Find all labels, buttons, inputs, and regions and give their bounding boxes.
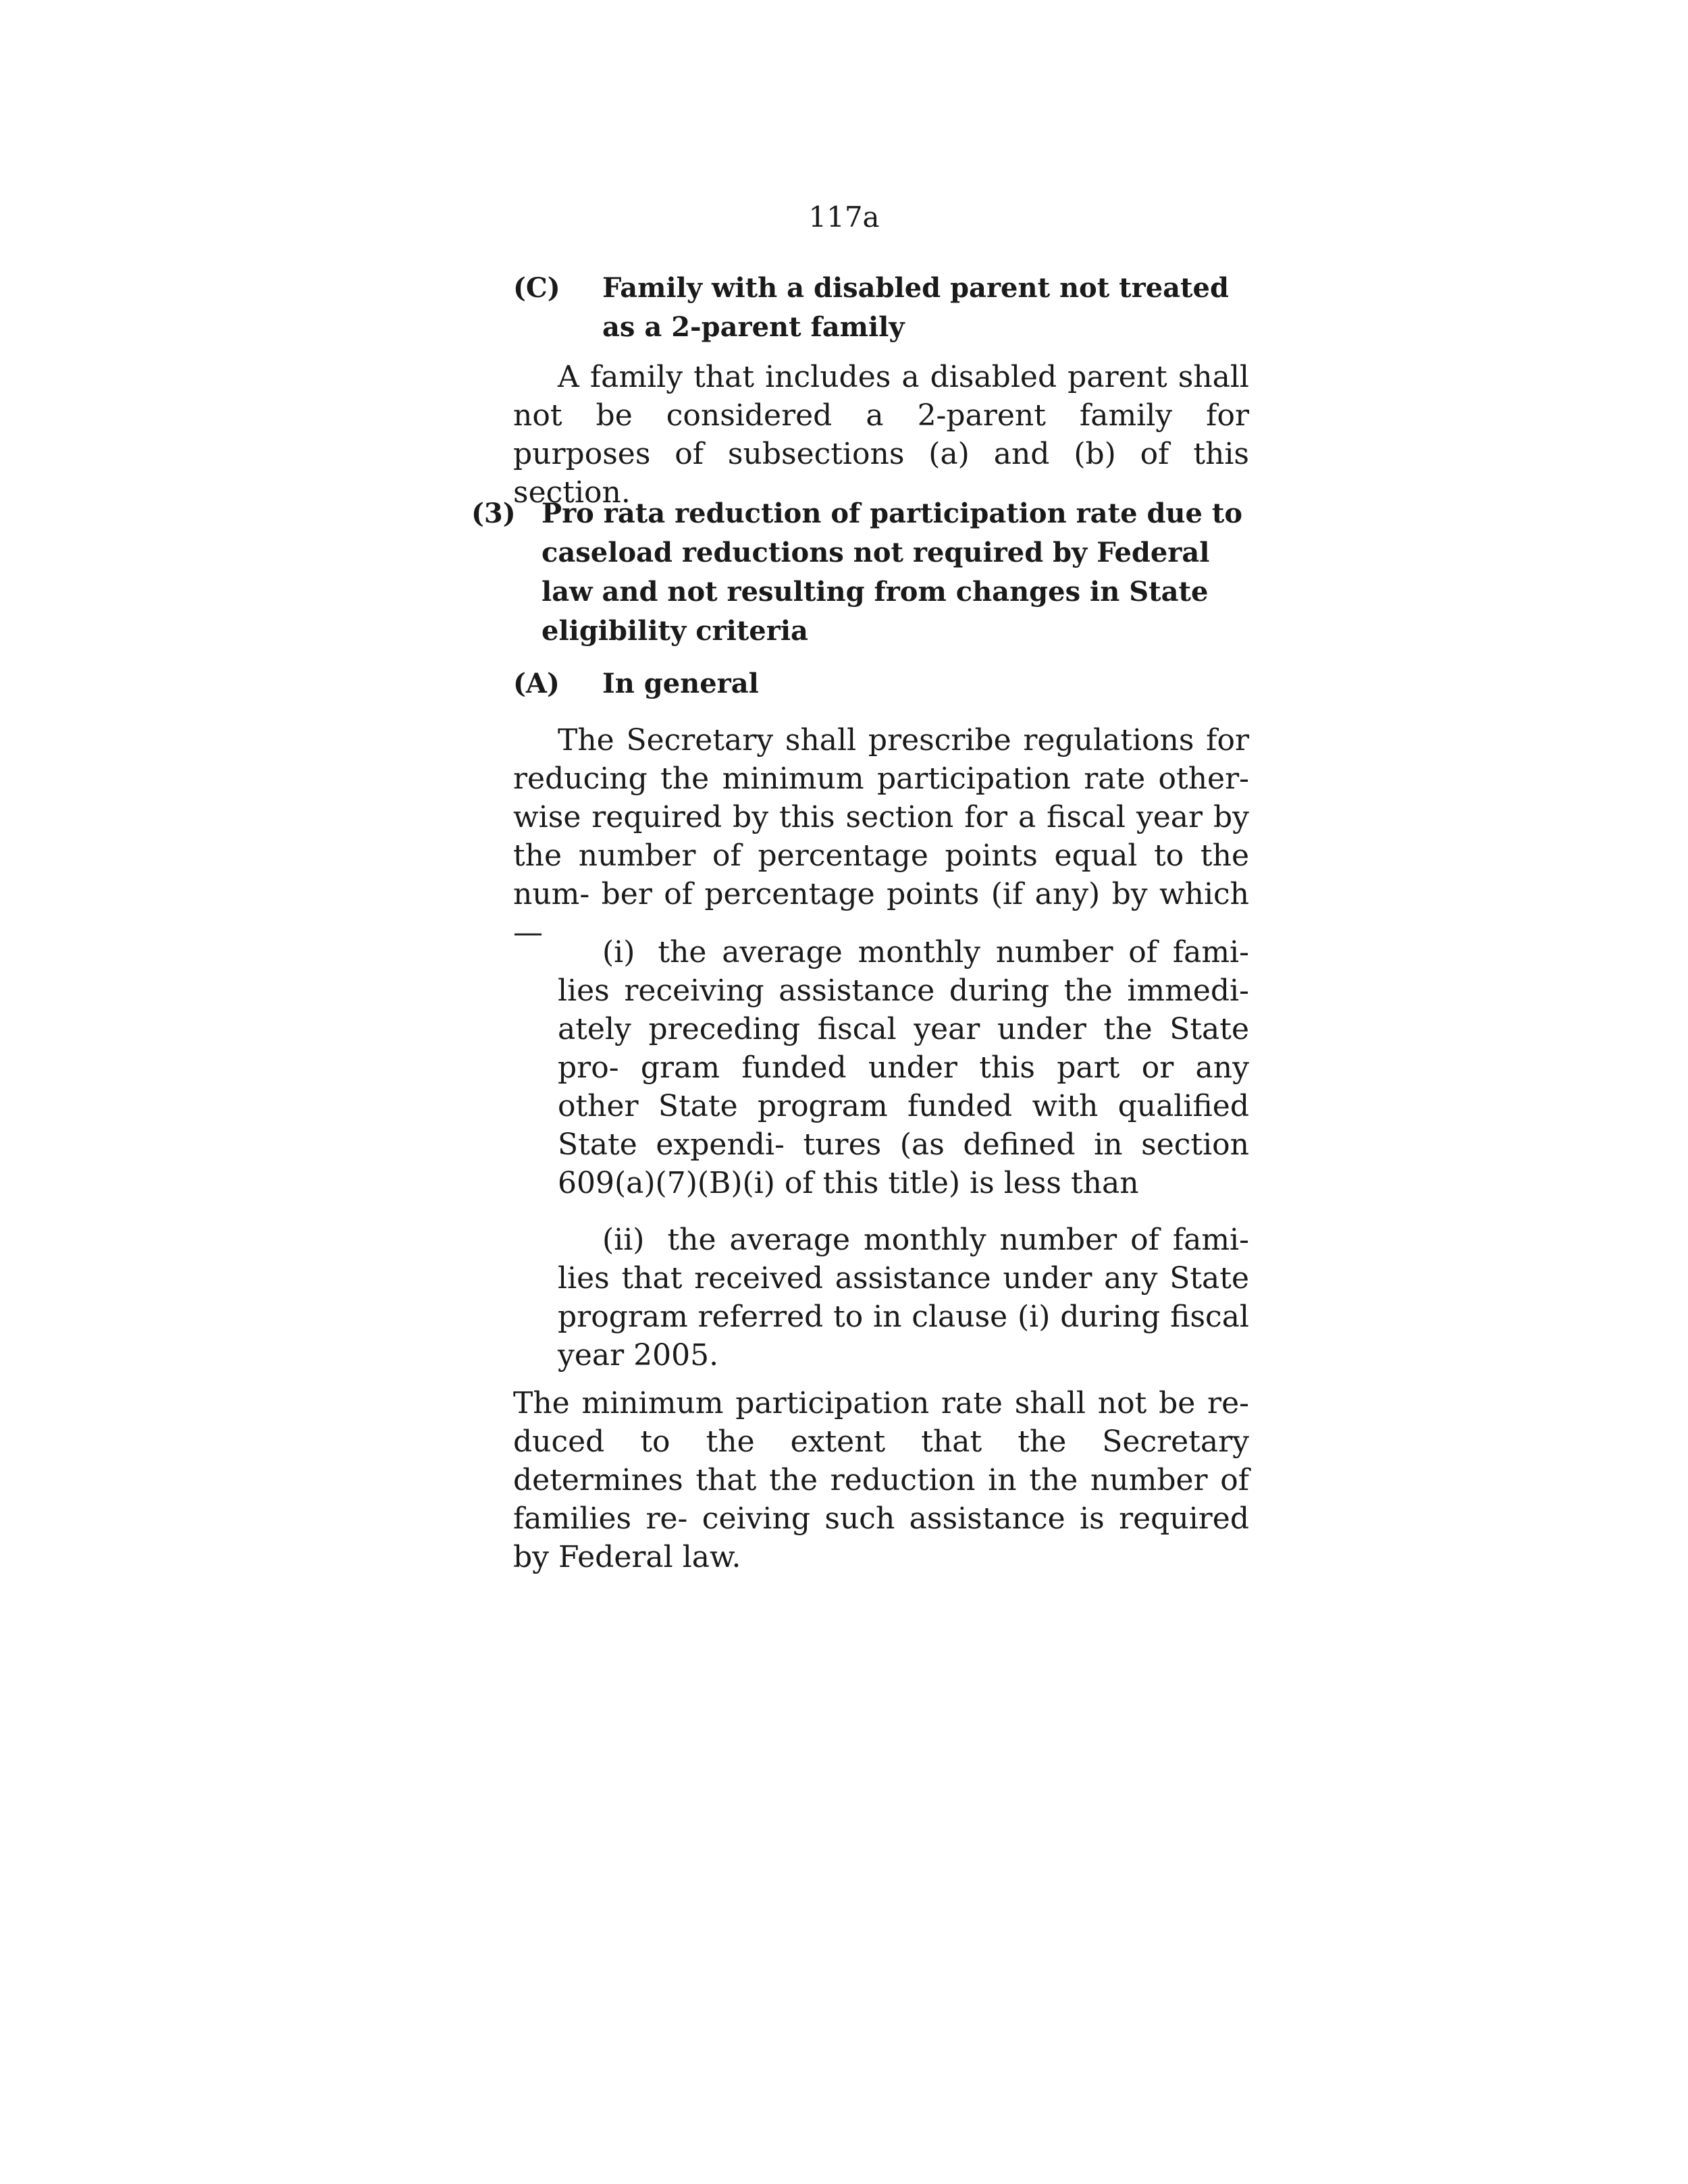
clause-i-text: the average monthly number of fami- lies receiving assistance during the immedi- ately preceding fiscal year under the State pro- gram funded under this part or any other State program funded with qualified State expendi- tures (as defined in section 609(a)(7)(B)(i) of this title) is less than [558, 935, 1249, 1200]
section-a-body: The Secretary shall prescribe regulations for reducing the minimum participation rate other- wise required by this section for a fiscal year by the number of percentage points equal to the num- ber of percentage points (if any) by which— [513, 723, 1249, 950]
section-c-heading-text: Family with a disabled parent not treated as a 2-parent family [602, 272, 1229, 343]
clause-ii-label: (ii) [602, 1223, 645, 1257]
section-a-heading-text: In general [602, 668, 759, 699]
section-c-body: A family that includes a disabled parent shall not be considered a 2-parent family for purposes of subsections (a) and (b) of this section. [513, 360, 1249, 510]
clause-i [558, 933, 1249, 1202]
section-a-marker: (A) [513, 668, 560, 699]
page-number: 117a [808, 201, 880, 234]
section-3-heading [471, 494, 1249, 651]
clause-ii [558, 1221, 1249, 1375]
section-a-heading [513, 664, 1249, 703]
closing-paragraph: The minimum participation rate shall not be re- duced to the extent that the Secretary determines that the reduction in the number of families re- ceiving such assistance is required by Federal law. [513, 1386, 1249, 1574]
section-c-heading [513, 269, 1249, 347]
clause-i-label: (i) [602, 935, 635, 969]
section-3-marker: (3) [471, 498, 516, 529]
section-c-marker: (C) [513, 272, 560, 304]
section-3-heading-text: Pro rata reduction of participation rate due to caseload reductions not required by Federal law and not resulting from changes in State eligibility criteria [542, 498, 1243, 647]
clause-ii-text: the average monthly number of fami- lies that received assistance under any State program referred to in clause (i) during fiscal year 2005. [558, 1223, 1249, 1373]
